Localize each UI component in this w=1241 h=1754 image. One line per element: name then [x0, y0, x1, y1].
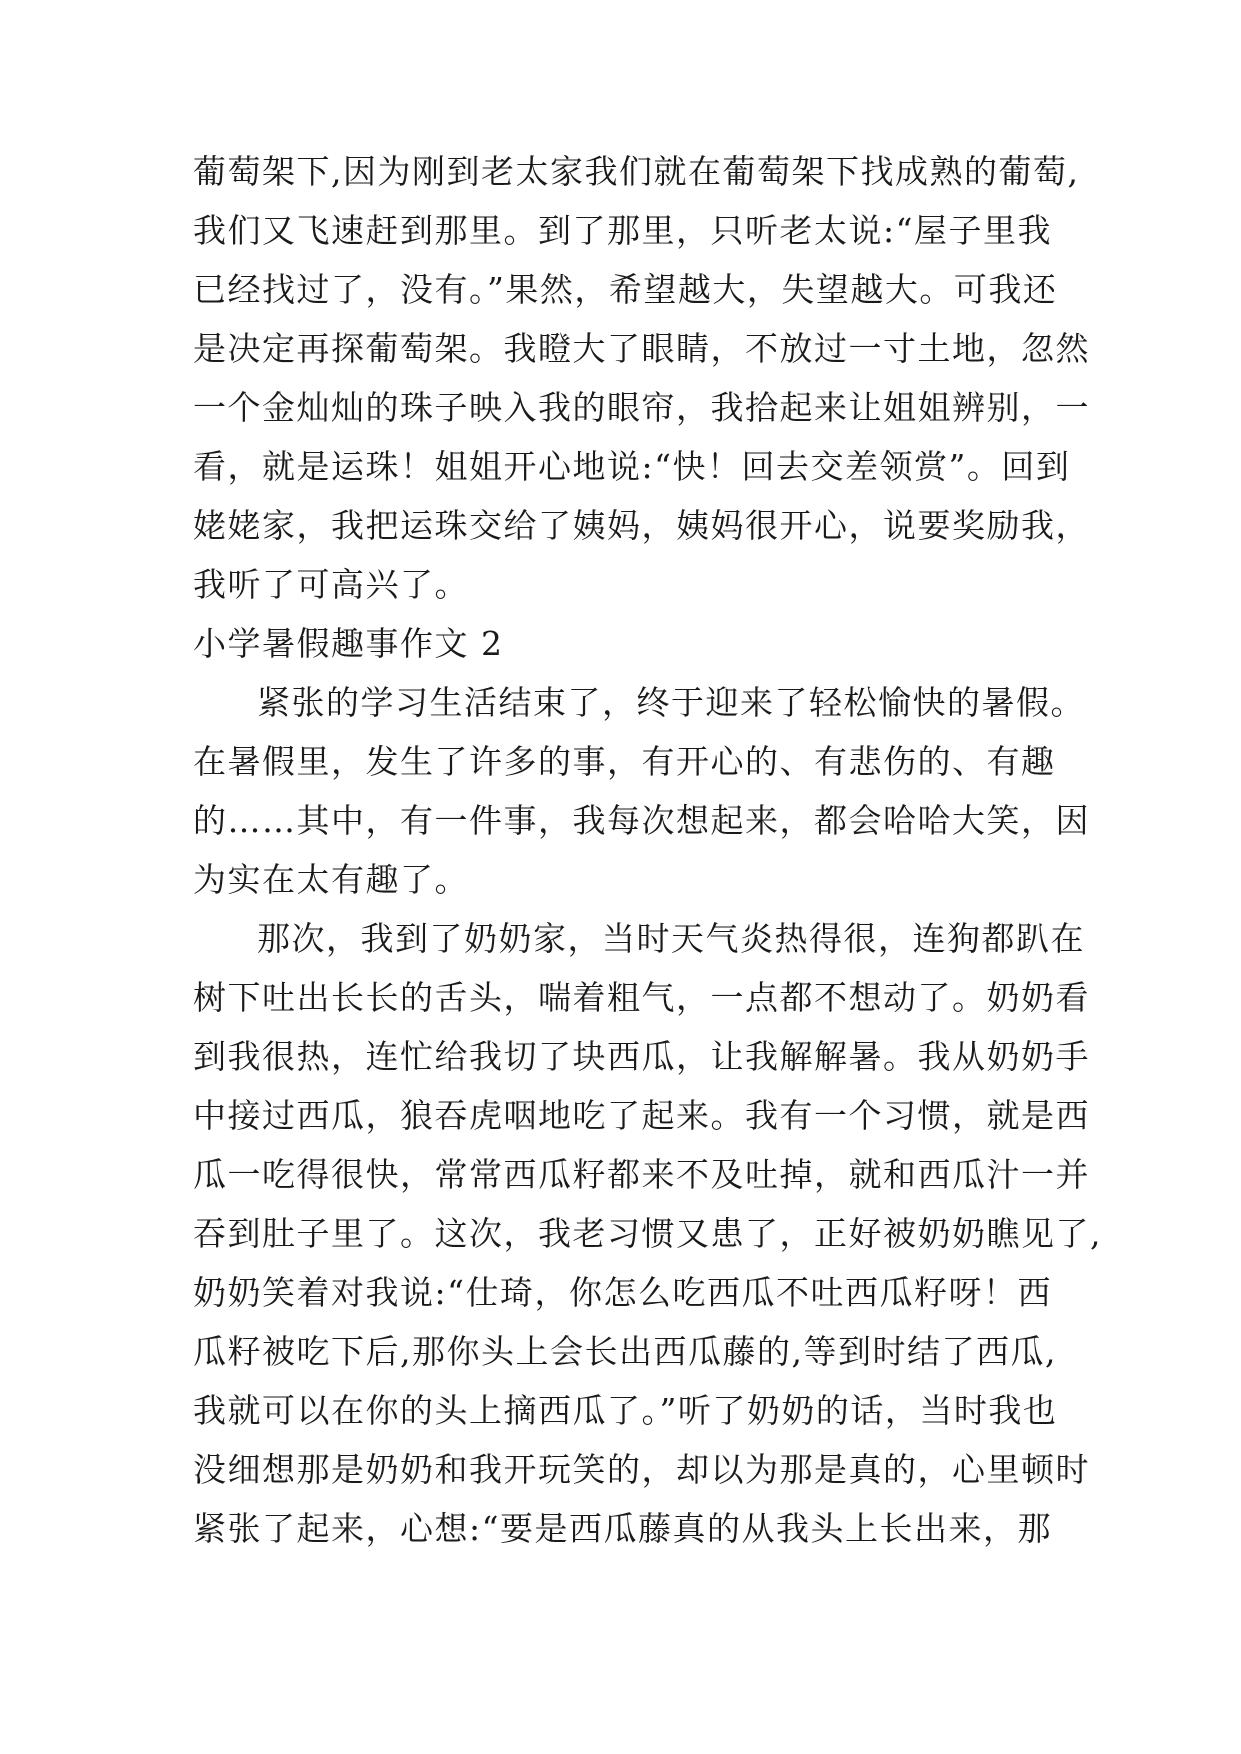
text-line: 瓜一吃得很快，常常西瓜籽都来不及吐掉，就和西瓜汁一并	[193, 1155, 1090, 1194]
text-line: 吞到肚子里了。这次，我老习惯又患了，正好被奶奶瞧见了,	[193, 1214, 1102, 1253]
text-line: 树下吐出长长的舌头，喘着粗气，一点都不想动了。奶奶看	[193, 978, 1090, 1017]
text-line: 一个金灿灿的珠子映入我的眼帘，我拾起来让姐姐辨别，一	[193, 388, 1090, 427]
text-line: 紧张的学习生活结束了，终于迎来了轻松愉快的暑假。	[257, 683, 1085, 722]
text-line: 姥姥家，我把运珠交给了姨妈，姨妈很开心，说要奖励我，	[193, 506, 1090, 545]
text-line: 是决定再探葡萄架。我瞪大了眼睛，不放过一寸土地，忽然	[193, 329, 1090, 368]
text-line: 瓜籽被吃下后,那你头上会长出西瓜藤的,等到时结了西瓜,	[193, 1332, 1057, 1371]
text-line: 奶奶笑着对我说:“仕琦，你怎么吃西瓜不吐西瓜籽呀！西	[193, 1273, 1052, 1312]
text-line: 到我很热，连忙给我切了块西瓜，让我解解暑。我从奶奶手	[193, 1037, 1090, 1076]
text-line: 中接过西瓜，狼吞虎咽地吃了起来。我有一个习惯，就是西	[193, 1096, 1090, 1135]
section-title: 小学暑假趣事作文 2	[193, 624, 504, 663]
text-line: 已经找过了，没有。”果然，希望越大，失望越大。可我还	[193, 270, 1058, 309]
text-line: 我就可以在你的头上摘西瓜了。”听了奶奶的话，当时我也	[193, 1391, 1058, 1430]
text-line: 那次，我到了奶奶家，当时天气炎热得很，连狗都趴在	[257, 919, 1085, 958]
text-line: 紧张了起来，心想:“要是西瓜藤真的从我头上长出来，那	[193, 1509, 1052, 1548]
text-line: 为实在太有趣了。	[193, 860, 469, 899]
text-line: 看，就是运珠！姐姐开心地说:“快！回去交差领赏”。回到	[193, 447, 1071, 486]
text-line: 葡萄架下,因为刚到老太家我们就在葡萄架下找成熟的葡萄,	[193, 152, 1080, 191]
text-line: 的……其中，有一件事，我每次想起来，都会哈哈大笑，因	[193, 801, 1090, 840]
text-line: 没细想那是奶奶和我开玩笑的，却以为那是真的，心里顿时	[193, 1450, 1090, 1489]
text-line: 我们又飞速赶到那里。到了那里，只听老太说:“屋子里我	[193, 211, 1052, 250]
text-line: 我听了可高兴了。	[193, 565, 469, 604]
text-line: 在暑假里，发生了许多的事，有开心的、有悲伤的、有趣	[193, 742, 1056, 781]
